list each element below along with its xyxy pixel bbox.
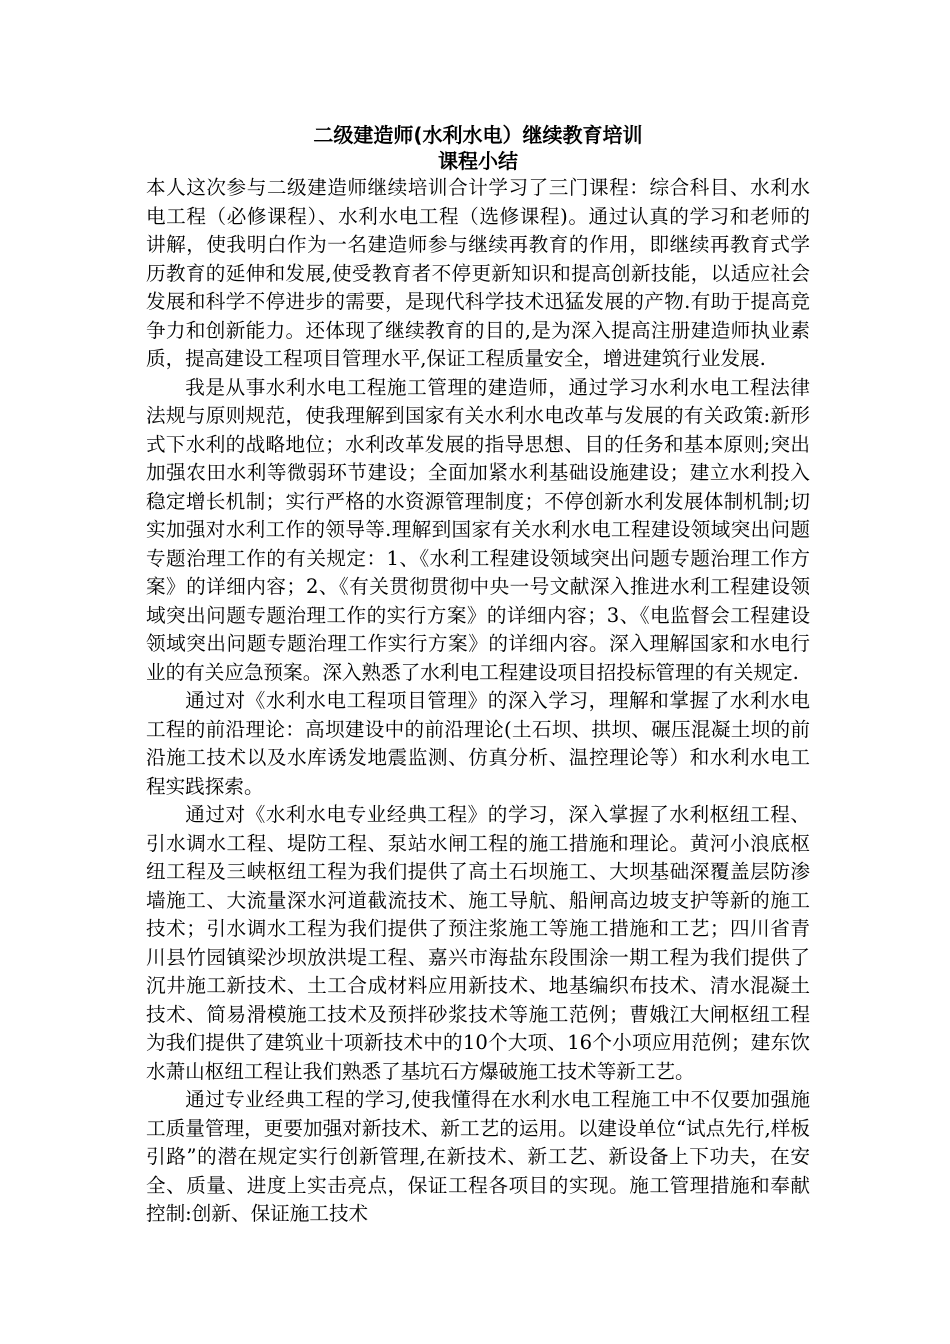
paragraph-4: 通过对《水利水电专业经典工程》的学习，深入掌握了水利枢纽工程、引水调水工程、堤防工程、泵站水闸工程的施工措施和理论。黄河小浪底枢纽工程及三峡枢纽工程为我们提供了高土石坝施工、大坝基础深覆盖层防渗墙施工、大流量深水河道截流技术、施工导航、船闸高边坡支护等新的施工技术；引水调水工程为我们提供了预注浆施工等施工措施和工艺；四川省青川县竹园镇梁沙坝放洪堤工程、嘉兴市海盐东段围涂一期工程为我们提供了沉井施工新技术、土工合成材料应用新技术、地基编织布技术、清水混凝土技术、简易滑模施工技术及预拌砂浆技术等施工范例；曹娥江大闸枢纽工程为我们提供了建筑业十项新技术中的10个大项、16个小项应用范例；建东饮水萧山枢纽工程让我们熟悉了基坑石方爆破施工技术等新工艺。 <box>146 803 810 1083</box>
paragraph-2: 我是从事水利水电工程施工管理的建造师，通过学习水利水电工程法律法规与原则规范，使我理解到国家有关水利水电改革与发展的有关政策:新形式下水利的战略地位；水利改革发展的指导思想、目的任务和基本原则;突出加强农田水利等微弱环节建设；全面加紧水利基础设施建设；建立水利投入稳定增长机制；实行严格的水资源管理制度；不停创新水利发展体制机制;切实加强对水利工作的领导等.理解到国家有关水利水电工程建设领域突出问题专题治理工作的有关规定：1、《水利工程建设领域突出问题专题治理工作方案》的详细内容；2、《有关贯彻贯彻中央一号文献深入推进水利工程建设领域突出问题专题治理工作的实行方案》的详细内容；3、《电监督会工程建设领域突出问题专题治理工作实行方案》的详细内容。深入理解国家和水电行业的有关应急预案。深入熟悉了水利电工程建设项目招投标管理的有关规定. <box>146 375 810 684</box>
document-title-line-1: 二级建造师(水利水电）继续教育培训 <box>313 123 643 147</box>
paragraph-1: 本人这次参与二级建造师继续培训合计学习了三门课程：综合科目、水利水电工程（必修课程）、水利水电工程（选修课程)。通过认真的学习和老师的讲解，使我明白作为一名建造师参与继续再教育的作用，即继续再教育式学历教育的延伸和发展,使受教育者不停更新知识和提高创新技能，以适应社会发展和科学不停进步的需要，是现代科学技术迅猛发展的产物.有助于提高竞争力和创新能力。还体现了继续教育的目的,是为深入提高注册建造师执业素质，提高建设工程项目管理水平,保证工程质量安全，增进建筑行业发展. <box>146 176 810 370</box>
document-title-line-2: 课程小结 <box>438 149 518 173</box>
paragraph-5: 通过专业经典工程的学习,使我懂得在水利水电工程施工中不仅要加强施工质量管理，更要加强对新技术、新工艺的运用。以建设单位“试点先行,样板引路”的潜在规定实行创新管理,在新技术、新工艺、新设备上下功夫，在安全、质量、进度上实击亮点，保证工程各项目的实现。施工管理措施和奉献控制:创新、保证施工技术 <box>146 1088 810 1225</box>
paragraph-3: 通过对《水利水电工程项目管理》的深入学习，理解和掌握了水利水电工程的前沿理论：高坝建设中的前沿理论(土石坝、拱坝、碾压混凝土坝的前沿施工技术以及水库诱发地震监测、仿真分析、温控理论等）和水利水电工程实践探索。 <box>146 689 810 798</box>
document-page <box>146 122 810 1229</box>
